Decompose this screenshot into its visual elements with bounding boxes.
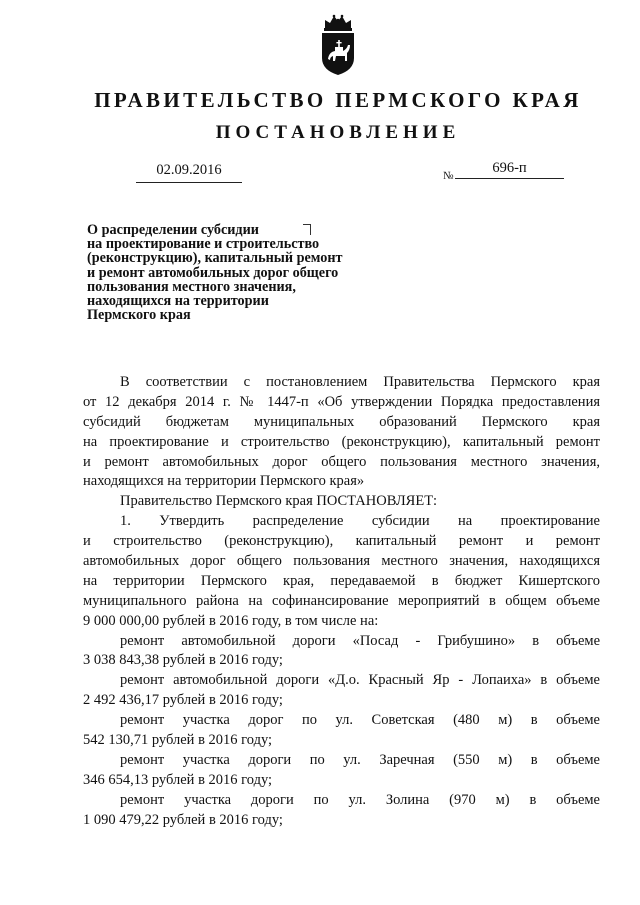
subject-line: на проектирование и строительство	[87, 236, 320, 253]
allocation-description: ремонт автомобильной дороги «Посад - Грибушино» в объеме	[120, 632, 600, 649]
subject-line: (реконструкцию), капитальный ремонт	[87, 250, 343, 267]
item1-line: 9 000 000,00 рублей в 2016 году, в том числе на:	[83, 612, 379, 629]
number-sign: №	[443, 170, 454, 182]
item1-line: 1. Утвердить распределение субсидии на проектирование	[120, 513, 600, 530]
preamble-line: и ремонт автомобильных дорог общего пользования местного значения,	[83, 453, 600, 470]
allocation-amount: 2 492 436,17 рублей в 2016 году;	[83, 692, 283, 709]
item1-line: и строительство (реконструкцию), капитальный ремонт и ремонт	[83, 533, 600, 550]
item1-line: муниципального района на софинансирование мероприятий в общем объеме	[83, 592, 600, 609]
perm-krai-coat-of-arms-icon	[319, 14, 357, 76]
government-title: ПРАВИТЕЛЬСТВО ПЕРМСКОГО КРАЯ	[94, 88, 582, 112]
allocation-amount: 3 038 843,38 рублей в 2016 году;	[83, 652, 283, 669]
preamble-line: субсидий бюджетам муниципальных образований Пермского края	[83, 413, 600, 430]
subject-line: О распределении субсидии	[87, 222, 259, 238]
allocation-amount: 542 130,71 рублей в 2016 году;	[83, 732, 273, 749]
document-number: 696-п	[455, 160, 564, 179]
subject-line: и ремонт автомобильных дорог общего	[87, 264, 339, 281]
document-date: 02.09.2016	[136, 162, 242, 183]
resolves-line: Правительство Пермского края ПОСТАНОВЛЯЕТ:	[120, 493, 438, 510]
subject-line: Пермского края	[87, 307, 191, 324]
preamble-line: В соответствии с постановлением Правительства Пермского края	[120, 374, 600, 390]
preamble-line: находящихся на территории Пермского края»	[83, 473, 365, 490]
allocation-amount: 346 654,13 рублей в 2016 году;	[83, 771, 273, 788]
document-type: ПОСТАНОВЛЕНИЕ	[215, 122, 461, 143]
subject-line: находящихся на территории	[87, 293, 269, 310]
preamble-line: от 12 декабря 2014 г. № 1447-п «Об утверждении Порядка предоставления	[83, 393, 600, 410]
item1-line: на территории Пермского края, передаваемой в бюджет Кишертского	[83, 572, 600, 589]
preamble-line: на проектирование и строительство (реконструкцию), капитальный ремонт	[83, 433, 600, 450]
document-body	[83, 373, 600, 830]
document-subject	[87, 223, 387, 322]
allocation-description: ремонт автомобильной дороги «Д.о. Красный Яр - Лопаиха» в объеме	[120, 672, 600, 689]
allocation-description: ремонт участка дорог по ул. Советская (480 м) в объеме	[120, 712, 600, 729]
allocation-description: ремонт участка дороги по ул. Золина (970 м) в объеме	[120, 791, 600, 808]
subject-line: пользования местного значения,	[87, 278, 296, 295]
allocation-description: ремонт участка дороги по ул. Заречная (550 м) в объеме	[120, 751, 600, 768]
allocation-amount: 1 090 479,22 рублей в 2016 году;	[83, 811, 283, 828]
item1-line: автомобильных дорог общего пользования местного значения, находящихся	[83, 553, 600, 570]
